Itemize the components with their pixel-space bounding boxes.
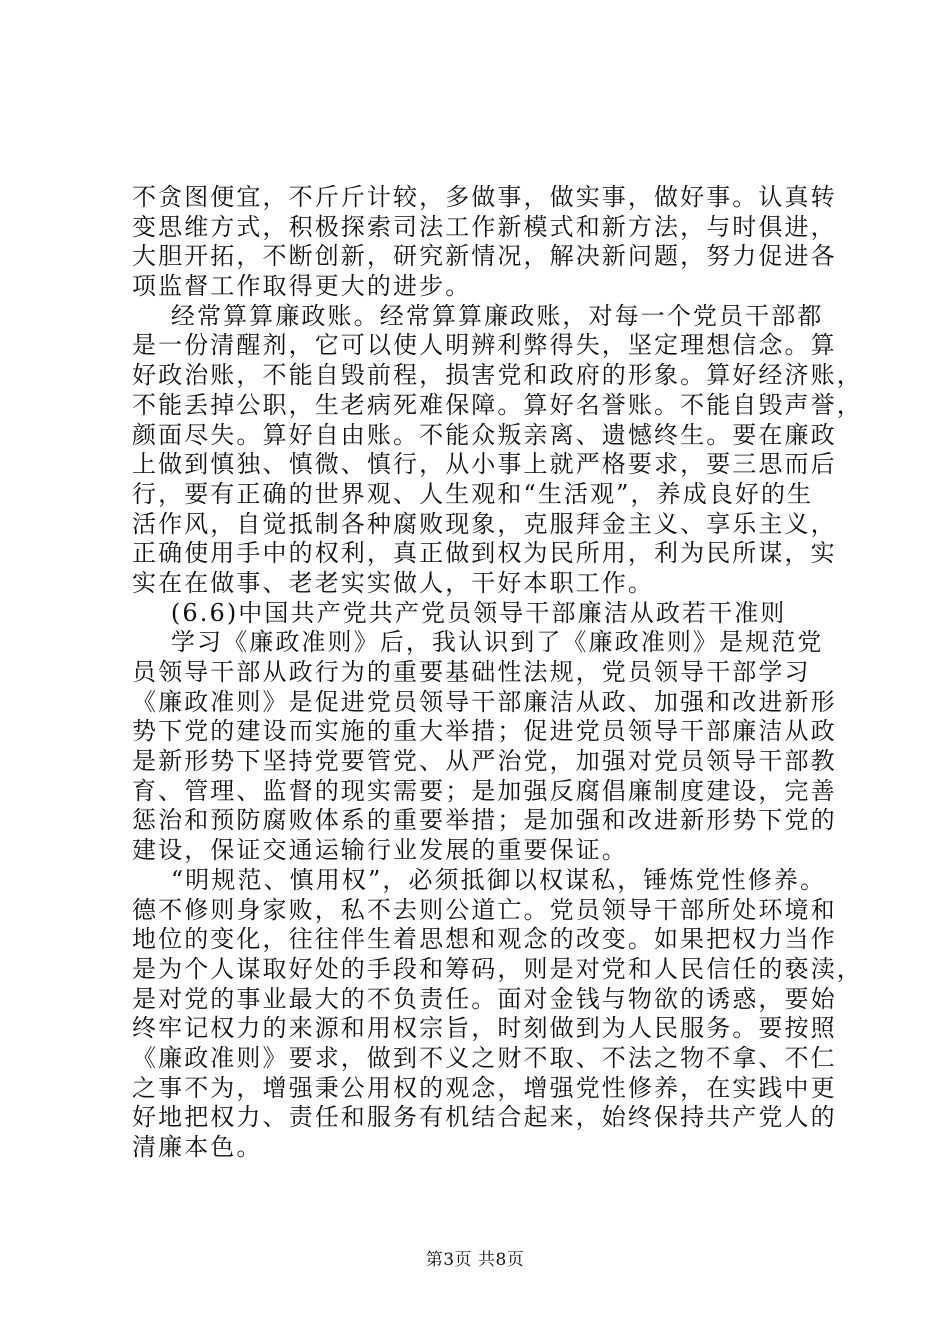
text-line: 势下党的建设而实施的重大举措；促进党员领导干部廉洁从政 bbox=[132, 717, 837, 746]
text-line: 行，要有正确的世界观、人生观和“生活观”，养成良好的生 bbox=[132, 479, 814, 508]
text-line: 终牢记权力的来源和用权宗旨，时刻做到为人民服务。要按照 bbox=[132, 1014, 837, 1043]
text-line: (6.6)中国共产党共产党员领导干部廉洁从政若干准则 bbox=[132, 598, 787, 627]
text-line: 是一份清醒剂，它可以使人明辨利弊得失，坚定理想信念。算 bbox=[132, 331, 837, 360]
text-line: 是为个人谋取好处的手段和筹码，则是对党和人民信任的亵渎， bbox=[132, 954, 863, 983]
text-line: 育、管理、监督的现实需要；是加强反腐倡廉制度建设，完善 bbox=[132, 776, 837, 805]
text-line: 地位的变化，往往伴生着思想和观念的改变。如果把权力当作 bbox=[132, 925, 837, 954]
text-line: 活作风，自觉抵制各种腐败现象，克服拜金主义、享乐主义， bbox=[132, 509, 837, 538]
text-line: 是对党的事业最大的不负责任。面对金钱与物欲的诱惑，要始 bbox=[132, 984, 837, 1013]
text-line: “明规范、慎用权”，必须抵御以权谋私，锤炼党性修养。 bbox=[132, 865, 827, 894]
text-line: 颜面尽失。算好自由账。不能众叛亲离、遗憾终生。要在廉政 bbox=[132, 420, 837, 449]
text-line: 是新形势下坚持党要管党、从严治党，加强对党员领导干部教 bbox=[132, 747, 837, 776]
text-line: 好地把权力、责任和服务有机结合起来，始终保持共产党人的 bbox=[132, 1103, 837, 1132]
text-line: 员领导干部从政行为的重要基础性法规，党员领导干部学习 bbox=[132, 658, 811, 686]
text-line: 《廉政准则》要求，做到不义之财不取、不法之物不拿、不仁 bbox=[132, 1043, 837, 1072]
text-line: 之事不为，增强秉公用权的观念，增强党性修养，在实践中更 bbox=[132, 1073, 837, 1102]
text-line: 学习《廉政准则》后，我认识到了《廉政准则》是规范党 bbox=[132, 628, 824, 657]
text-line: 德不修则身家败，私不去则公道亡。党员领导干部所处环境和 bbox=[132, 895, 837, 924]
body-text bbox=[132, 183, 863, 1163]
text-line: 上做到慎独、慎微、慎行，从小事上就严格要求，要三思而后 bbox=[132, 450, 837, 479]
text-line: 不贪图便宜，不斤斤计较，多做事，做实事，做好事。认真转 bbox=[132, 183, 837, 211]
text-line: 清廉本色。 bbox=[132, 1133, 263, 1161]
text-line: 惩治和预防腐败体系的重要举措；是加强和改进新形势下党的 bbox=[132, 806, 837, 835]
text-line: 建设，保证交通运输行业发展的重要保证。 bbox=[132, 836, 628, 865]
text-line: 不能丢掉公职，生老病死难保障。算好名誉账。不能自毁声誉， bbox=[132, 390, 863, 419]
text-line: 变思维方式，积极探索司法工作新模式和新方法，与时俱进， bbox=[132, 212, 837, 241]
text-line: 《廉政准则》是促进党员领导干部廉洁从政、加强和改进新形 bbox=[132, 687, 837, 716]
text-line: 正确使用手中的权利，真正做到权为民所用，利为民所谋，实 bbox=[132, 539, 837, 568]
page-number-footer: 第3页 共8页 bbox=[425, 1250, 525, 1270]
text-line: 项监督工作取得更大的进步。 bbox=[132, 272, 472, 301]
text-line: 大胆开拓，不断创新，研究新情况，解决新问题，努力促进各 bbox=[132, 242, 837, 271]
text-line: 经常算算廉政账。经常算算廉政账，对每一个党员干部都 bbox=[132, 301, 824, 330]
text-line: 好政治账，不能自毁前程，损害党和政府的形象。算好经济账， bbox=[132, 361, 863, 390]
text-line: 实在在做事、老老实实做人，干好本职工作。 bbox=[132, 568, 654, 597]
